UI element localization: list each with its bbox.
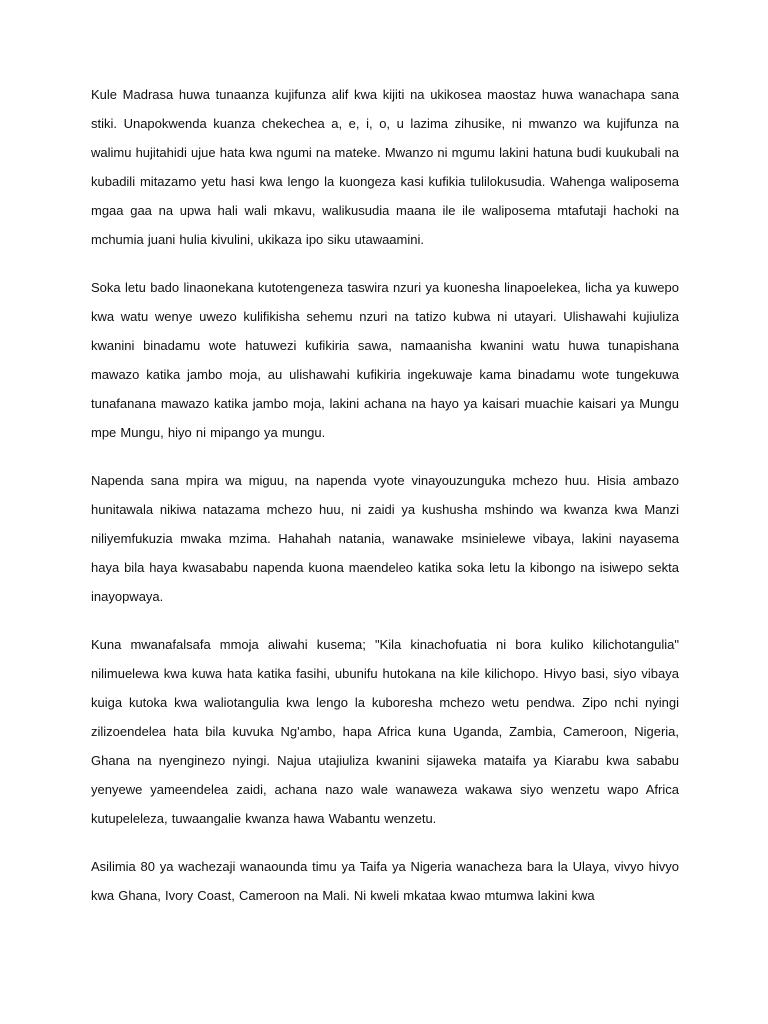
paragraph-3: Napenda sana mpira wa miguu, na napenda vyote vinayouzunguka mchezo huu. Hisia ambazo hunitawala nikiwa natazama mchezo huu, ni zaidi ya kushusha mshindo wa kwanza kwa Manzi niliyemfukuzia mwaka mzima. Hahahah natania, wanawake msinielewe vibaya, lakini nayasema haya bila haya kwasababu napenda kuona maendeleo katika soka letu la kibongo na isiwepo sekta inayopwaya. <box>91 473 679 604</box>
paragraph-4: Kuna mwanafalsafa mmoja aliwahi kusema; "Kila kinachofuatia ni bora kuliko kilichotangulia" nilimuelewa kwa kuwa hata katika fasihi, ubunifu hutokana na kile kilichopo. Hivyo basi, siyo vibaya kuiga kutoka kwa waliotangulia kwa lengo la kuboresha mchezo wetu pendwa. Zipo nchi nyingi zilizoendelea hata bila kuvuka Ng'ambo, hapa Africa kuna Uganda, Zambia, Cameroon, Nigeria, Ghana na nyenginezo nyingi. Najua utajiuliza kwanini sijaweka mataifa ya Kiarabu kwa sababu yenyewe yameendelea zaidi, achana nazo wale wanaweza wakawa siyo wenzetu wapo Africa kutupeleleza, tuwaangalie kwanza hawa Wabantu wenzetu. <box>91 637 679 826</box>
paragraph-2: Soka letu bado linaonekana kutotengeneza taswira nzuri ya kuonesha linapoelekea, licha ya kuwepo kwa watu wenye uwezo kulifikisha sehemu nzuri na tatizo kubwa ni utayari. Ulishawahi kujiuliza kwanini binadamu wote hatuwezi kufikiria sawa, namaanisha kwanini watu huwa tunapishana mawazo katika jambo moja, au ulishawahi kufikiria ingekuwaje kama binadamu wote tungekuwa tunafanana mawazo katika jambo moja, lakini achana na hayo ya kaisari muachie kaisari ya Mungu mpe Mungu, hiyo ni mipango ya mungu. <box>91 280 679 440</box>
document-page <box>91 80 679 929</box>
paragraph-1: Kule Madrasa huwa tunaanza kujifunza alif kwa kijiti na ukikosea maostaz huwa wanachapa sana stiki. Unapokwenda kuanza chekechea a, e, i, o, u lazima zihusike, ni mwanzo wa kujifunza na walimu hujitahidi ujue hata kwa ngumi na mateke. Mwanzo ni mgumu lakini hatuna budi kuukubali na kubadili mitazamo yetu hasi kwa lengo la kuongeza kasi kufikia tulilokusudia. Wahenga waliposema mgaa gaa na upwa hali wali mkavu, walikusudia maana ile ile waliposema mtafutaji hachoki na mchumia juani hulia kivulini, ukikaza ipo siku utawaamini. <box>91 87 679 247</box>
paragraph-5: Asilimia 80 ya wachezaji wanaounda timu ya Taifa ya Nigeria wanacheza bara la Ulaya, vivyo hivyo kwa Ghana, Ivory Coast, Cameroon na Mali. Ni kweli mkataa kwao mtumwa lakini kwa <box>91 859 679 903</box>
